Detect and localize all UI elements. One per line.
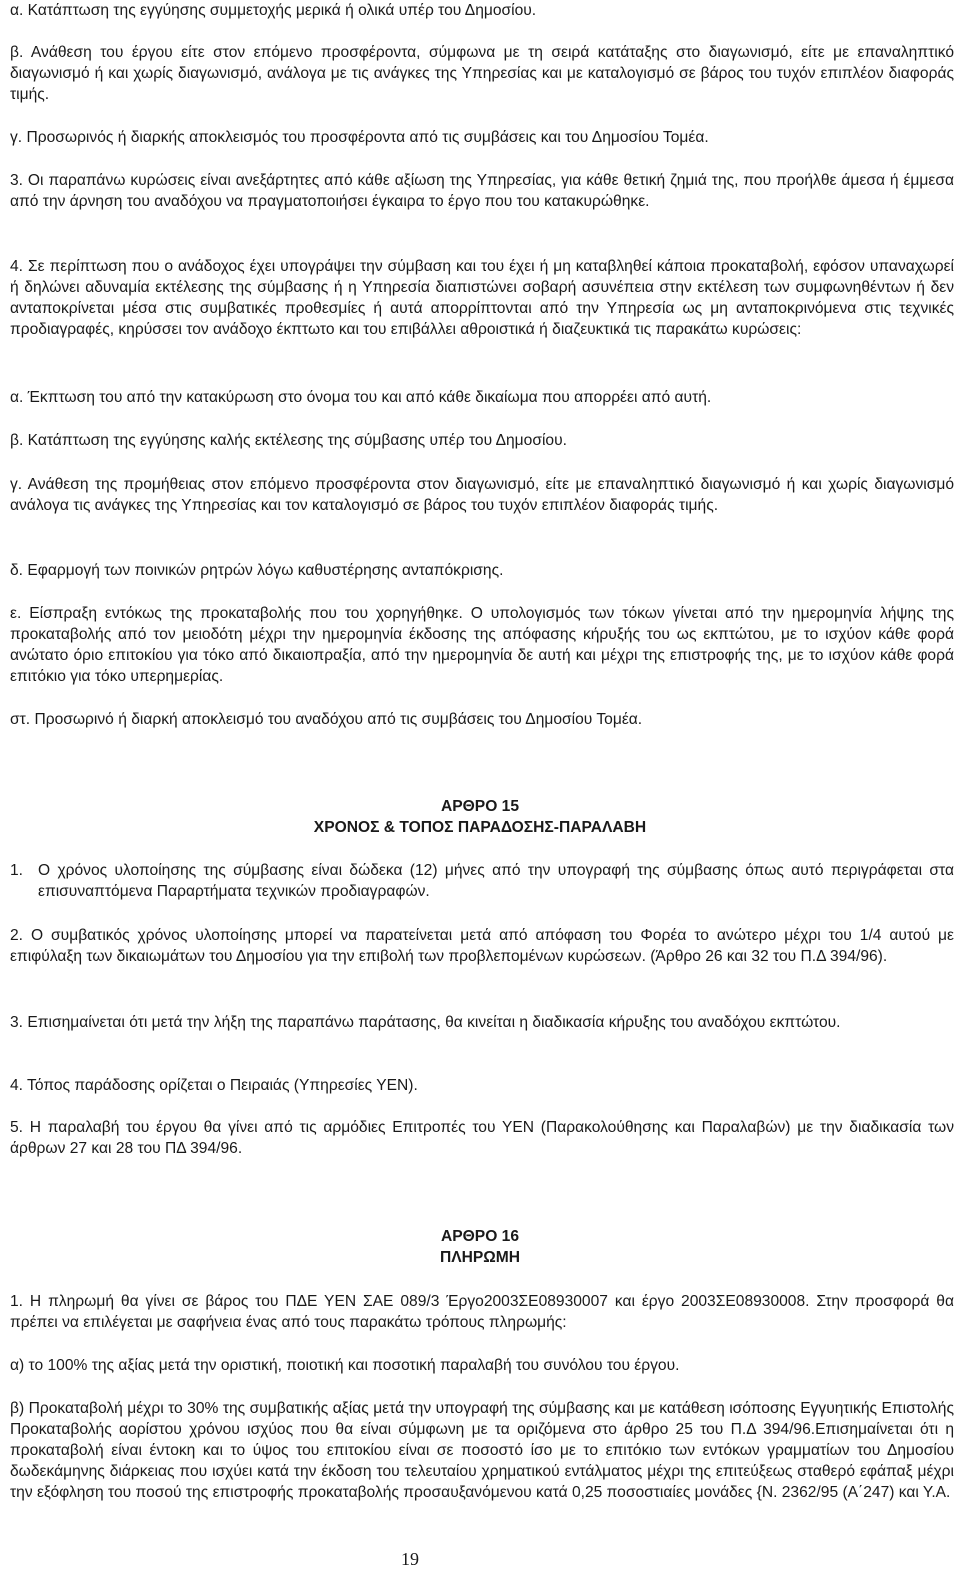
sanction-b-performance-guarantee: β. Κατάπτωση της εγγύησης καλής εκτέλεσης της σύμβασης υπέρ του Δημοσίου. <box>10 432 567 449</box>
article-15-item-4: 4. Τόπος παράδοσης ορίζεται ο Πειραιάς (Υπηρεσίες ΥΕΝ). <box>10 1077 418 1094</box>
article-15-number: ΑΡΘΡΟ 15 <box>441 798 519 815</box>
article-15-heading-block <box>0 796 960 838</box>
article-15-item-5: 5. Η παραλαβή του έργου θα γίνει από τις αρμόδιες Επιτροπές του ΥΕΝ (Παρακολούθησης και Παραλαβών) με την διαδικασία των άρθρων 27 και 28 του ΠΔ 394/96. <box>10 1119 954 1157</box>
article-16-title: ΠΛΗΡΩΜΗ <box>439 1249 521 1266</box>
article-15-title: ΧΡΟΝΟΣ & ΤΟΠΟΣ ΠΑΡΑΔΟΣΗΣ-ΠΑΡΑΛΑΒΗ <box>313 819 647 836</box>
sanction-b-reassignment: β. Ανάθεση του έργου είτε στον επόμενο προσφέροντα, σύμφωνα με τη σειρά κατάταξης στο διαγωνισμό, είτε με επαναληπτικό διαγωνισμό ή και χωρίς διαγωνισμό, ανάλογα με τις ανάγκες της Υπηρεσίας και με καταλογισμό σε βάρος του τυχόν επιπλέον διαφοράς τιμής. <box>10 44 954 103</box>
sanction-a-guarantee-forfeit: α. Κατάπτωση της εγγύησης συμμετοχής μερικά ή ολικά υπέρ του Δημοσίου. <box>10 2 537 19</box>
sanction-c-procurement-reassignment: γ. Ανάθεση της προμήθειας στον επόμενο προσφέροντα στον διαγωνισμό, είτε με επαναληπτικό διαγωνισμό ή και χωρίς διαγωνισμό ανάλογα τις ανάγκες της Υπηρεσίας και τον καταλογισμό σε βάρος του τυχόν επιπλέον διαφοράς τιμής. <box>10 476 954 514</box>
article-15-item-1 <box>10 860 954 902</box>
sanction-c-exclusion: γ. Προσωρινός ή διαρκής αποκλεισμός του προσφέροντα από τις συμβάσεις και του Δημοσίου Τομέα. <box>10 129 709 146</box>
item-text: Ο χρόνος υλοποίησης της σύμβασης είναι δώδεκα (12) μήνες από την υπογραφή της σύμβασης όπως αυτό περιγράφεται στα επισυναπτόμενα Παραρτήματα τεχνικών προδιαγραφών. <box>38 862 954 900</box>
item-number: 1. <box>10 862 24 879</box>
article-16-heading-block <box>0 1226 960 1268</box>
sanction-a-forfeiture: α. Έκπτωση του από την κατακύρωση στο όνομα του και από κάθε δικαίωμα που απορρέει από αυτή. <box>10 389 712 406</box>
page-number: 19 <box>401 1549 419 1569</box>
sanction-st-exclusion: στ. Προσωρινό ή διαρκή αποκλεισμό του αναδόχου από τις συμβάσεις του Δημοσίου Τομέα. <box>10 711 643 728</box>
paragraph-4: 4. Σε περίπτωση που ο ανάδοχος έχει υπογράψει την σύμβαση και του έχει ή μη καταβληθεί κάποια προκαταβολή, εφόσον υπαναχωρεί ή δηλώνει αδυναμία εκτέλεσης της σύμβασης ή η Υπηρεσία διαπιστώνει σοβαρή ασυνέπεια στην εκτέλεση των συμφωνηθέντων ή δεν ανταποκρίνεται μέσα στις συμβατικές προθεσμίες ή αυτά απορρίπτονται από την Υπηρεσία ως μη ανταποκρινόμενα στις τεχνικές προδιαγραφές, κηρύσσει τον ανάδοχο έκπτωτο και του επιβάλλει αθροιστικά ή διαζευκτικά τις παρακάτω κυρώσεις: <box>10 258 954 338</box>
sanction-e-advance-recovery: ε. Είσπραξη εντόκως της προκαταβολής που του χορηγήθηκε. Ο υπολογισμός των τόκων γίνεται από την ημερομηνία λήψης της προκαταβολής από τον μειοδότη μέχρι την ημερομηνία έκδοσης της απόφασης κήρυξής του ως εκπτώτου, με το ισχύον κάθε φορά ανώτατο όριο επιτοκίου για τόκο από δικαιοπραξία, από την ημερομηνία δε αυτή και μέχρι της επιστροφής της, με το ισχύον κάθε φορά επιτόκιο για τόκο υπερημερίας. <box>10 605 954 685</box>
sanction-d-penalties: δ. Εφαρμογή των ποινικών ρητρών λόγω καθυστέρησης ανταπόκρισης. <box>10 562 504 579</box>
article-16-item-1: 1. Η πληρωμή θα γίνει σε βάρος του ΠΔΕ ΥΕΝ ΣΑΕ 089/3 Έργο2003ΣΕ08930007 και έργο 2003ΣΕ08930008. Στην προσφορά θα πρέπει να επιλέγεται με σαφήνεια ένας από τους παρακάτω τρόπους πληρωμής: <box>10 1293 954 1331</box>
payment-option-a: α) το 100% της αξίας μετά την οριστική, ποιοτική και ποσοτική παραλαβή του συνόλου του έργου. <box>10 1357 680 1374</box>
article-15-item-2: 2. Ο συμβατικός χρόνος υλοποίησης μπορεί να παρατείνεται μετά από απόφαση του Φορέα το ανώτερο μέχρι του 1/4 αυτού με επιφύλαξη των δικαιωμάτων του Δημοσίου για την επιβολή των προβλεπομένων κυρώσεων. (Άρθρο 26 και 32 του Π.Δ 394/96). <box>10 927 954 965</box>
article-15-item-3: 3. Επισημαίνεται ότι μετά την λήξη της παραπάνω παράτασης, θα κινείται η διαδικασία κήρυξης του αναδόχου εκπτώτου. <box>10 1014 841 1031</box>
paragraph-3: 3. Οι παραπάνω κυρώσεις είναι ανεξάρτητες από κάθε αξίωση της Υπηρεσίας, για κάθε θετική ζημιά της, που προήλθε άμεσα ή έμμεσα από την άρνηση του αναδόχου να πραγματοποιήσει έγκαιρα το έργο που του κατακυρώθηκε. <box>10 172 954 210</box>
article-16-number: ΑΡΘΡΟ 16 <box>441 1228 519 1245</box>
payment-option-b: β) Προκαταβολή μέχρι το 30% της συμβατικής αξίας μετά την υπογραφή της σύμβασης και με κατάθεση ισόποσης Εγγυητικής Επιστολής Προκαταβολής αορίστου χρόνου ισχύος που θα είναι σύμφωνη με τα οριζόμενα στο άρθρο 25 του Π.Δ 394/96.Επισημαίνεται ότι η προκαταβολή είναι έντοκη και το ύψος του επιτοκίου είναι σε ποσοστό ίσο με το επιτόκιο των εντόκων γραμματίων του Δημοσίου δωδεκάμηνης διάρκειας που ισχύει κατά την έκδοση του τελευταίου χρηματικού εντάλματος μέχρι της επιτεύξεως σταθερό εφάπαξ μέχρι την εξόφληση του ποσού της επιστροφής προκαταβολής προσαυξανόμενου κατά 0,25 ποσοστιαίες μονάδες {Ν. 2362/95 (Α΄247) και Υ.Α. <box>10 1400 954 1501</box>
